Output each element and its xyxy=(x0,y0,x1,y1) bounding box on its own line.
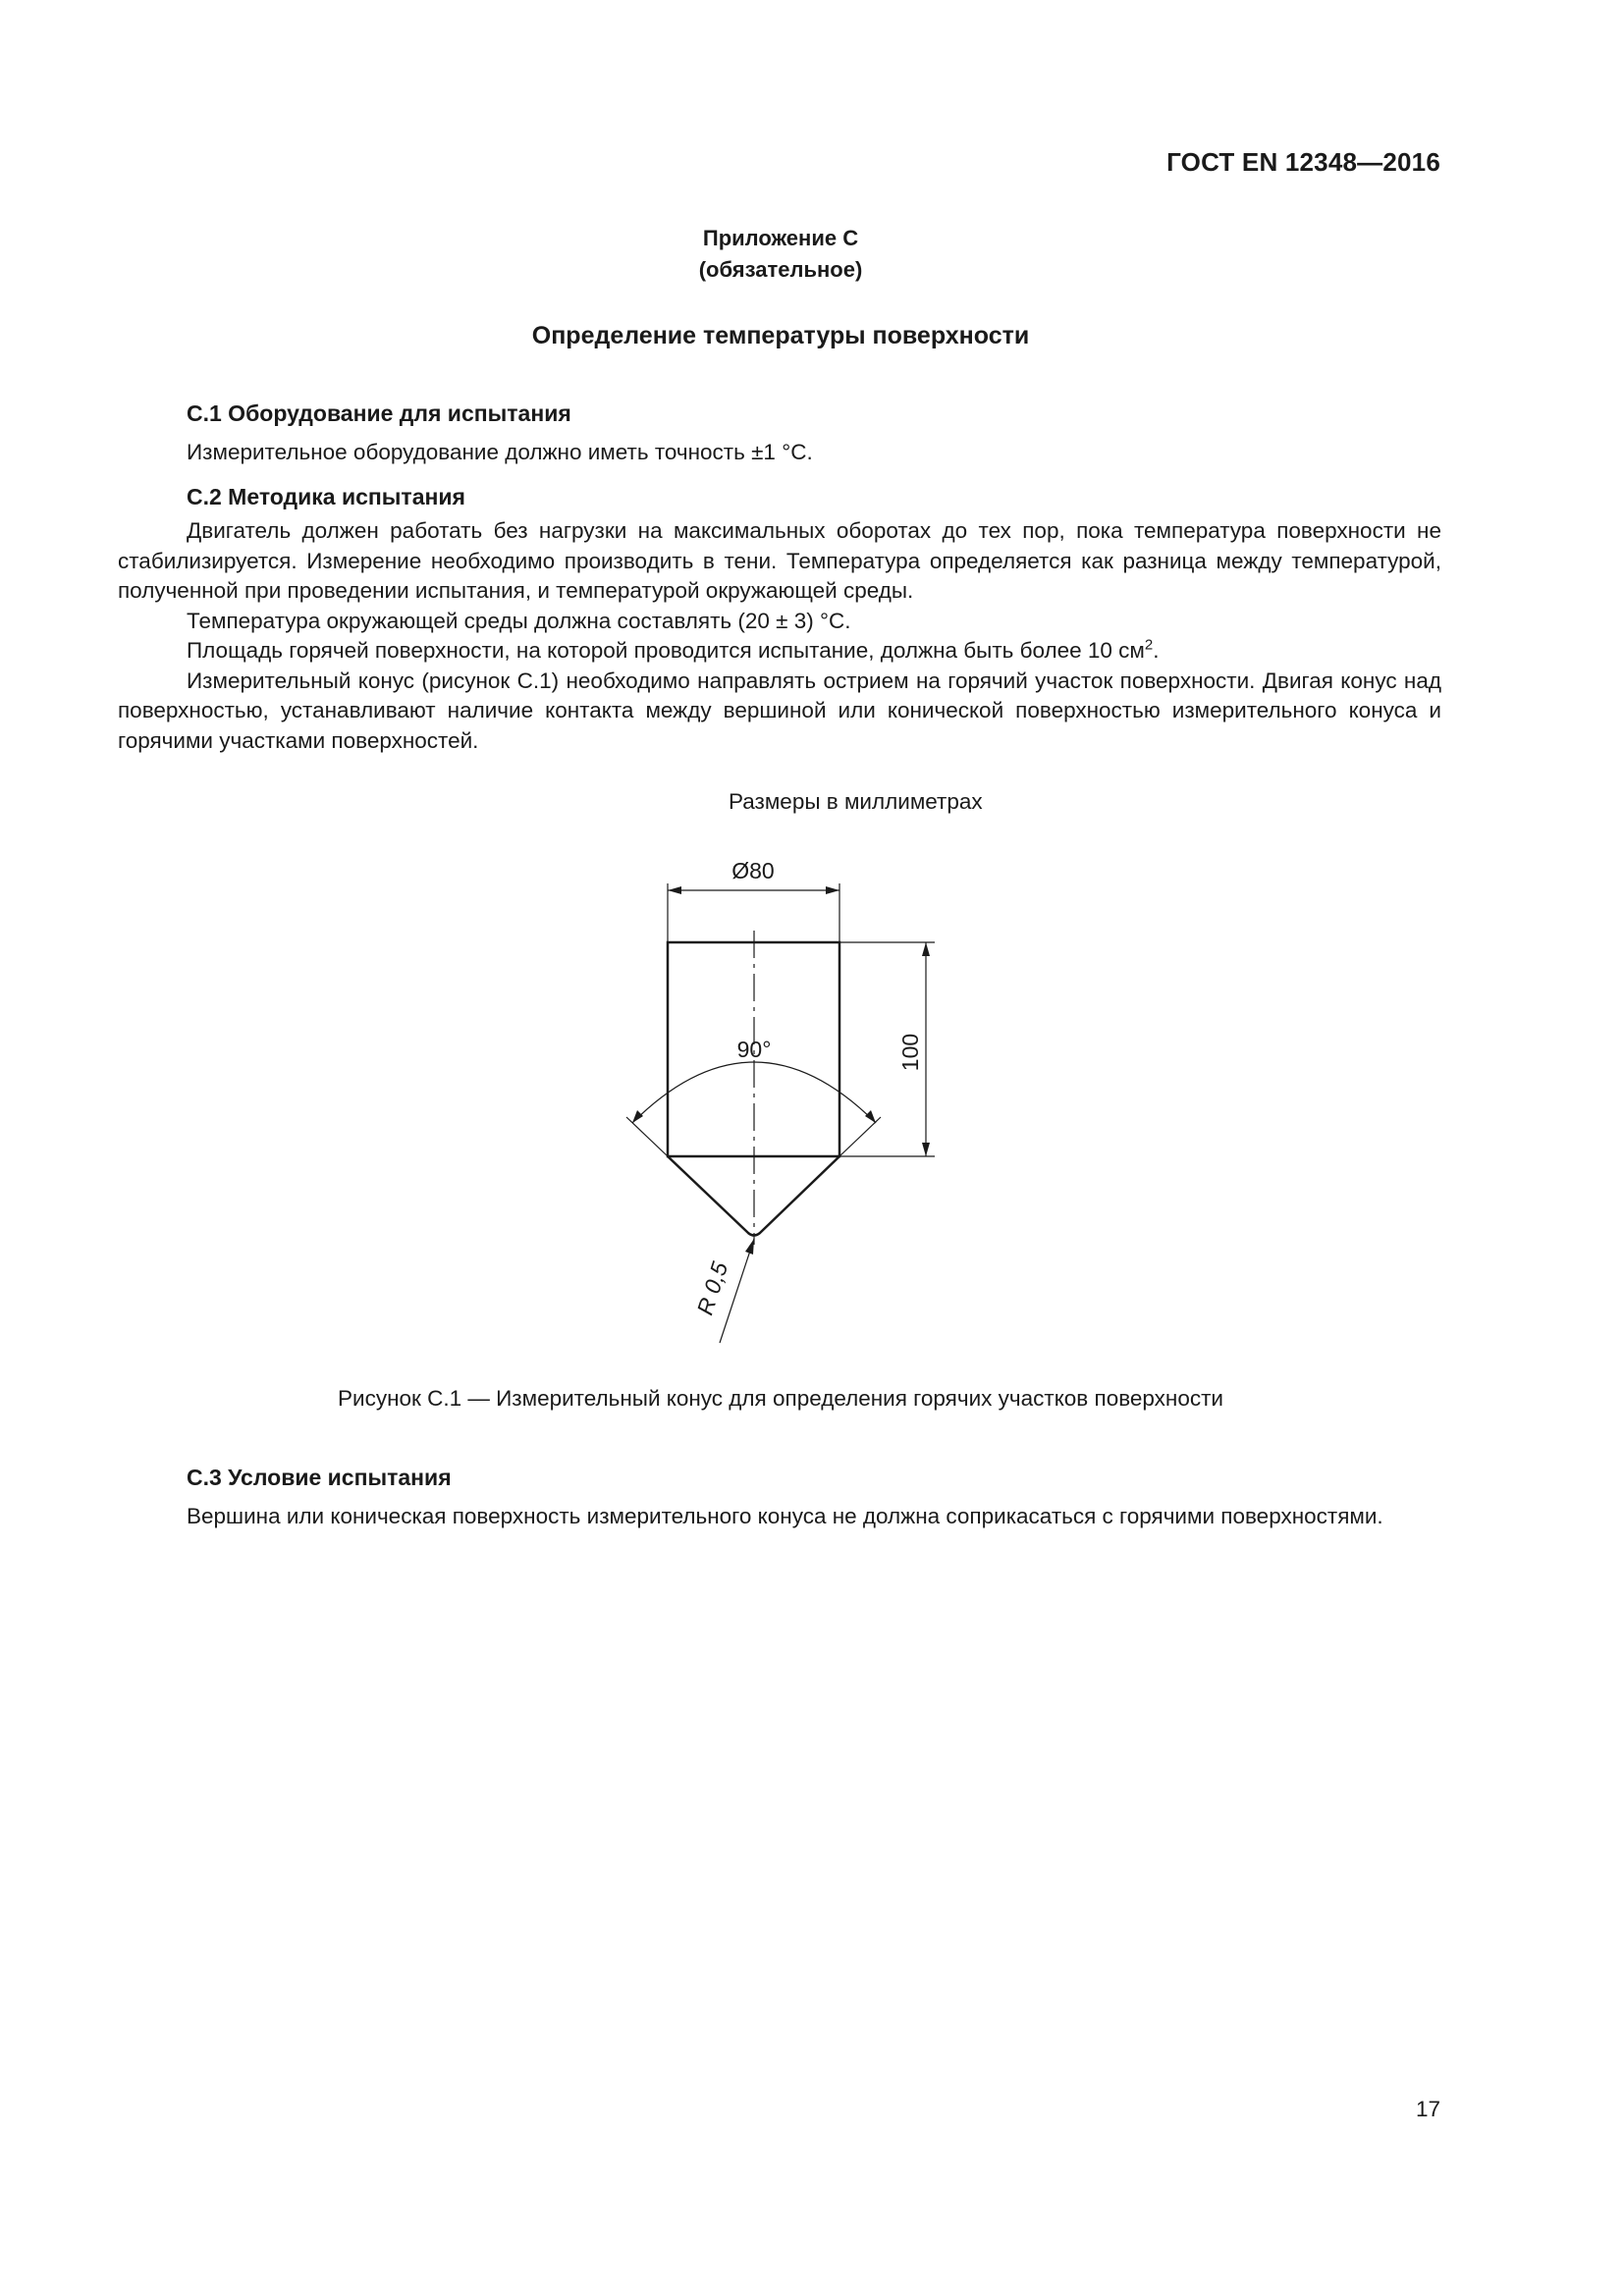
arrow-head xyxy=(922,1143,930,1156)
arrow-head xyxy=(865,1110,876,1123)
annex-status: (обязательное) xyxy=(698,257,863,282)
paragraph xyxy=(118,636,1441,667)
arrow-head xyxy=(632,1110,643,1123)
section-c2-heading: С.2 Методика испытания xyxy=(187,484,465,509)
arrow-head xyxy=(668,886,681,894)
paragraph-text: Площадь горячей поверхности, на которой проводится испытание, должна быть более 10 см xyxy=(187,638,1145,663)
paragraph: Измерительное оборудование должно иметь точность ±1 °С. xyxy=(187,440,813,464)
height-label: 100 xyxy=(897,1033,923,1072)
arrow-head xyxy=(826,886,839,894)
section-c1-body xyxy=(118,438,1441,468)
diameter-label: Ø80 xyxy=(731,858,775,883)
section-c3-heading: С.3 Условие испытания xyxy=(187,1465,452,1490)
section-c2-body xyxy=(118,516,1441,756)
arrow-head xyxy=(922,942,930,956)
dimensions-note: Размеры в миллиметрах xyxy=(729,789,983,814)
superscript: 2 xyxy=(1144,636,1154,654)
paragraph-end: . xyxy=(1153,638,1160,663)
paragraph: Измерительный конус (рисунок С.1) необходимо направлять острием на горячий участок поверхности. Двигая конус над поверхностью, устанавливают наличие контакта между вершиной или конической поверхностью измерительного конуса и горячими участками поверхностей. xyxy=(118,667,1441,753)
cone-drawing xyxy=(589,844,1001,1355)
paragraph: Двигатель должен работать без нагрузки на максимальных оборотах до тех пор, пока температура поверхности не стабилизируется. Измерение необходимо производить в тени. Температура определяется как разница между температурой, полученной при проведении испытания, и температурой окружающей среды. xyxy=(118,518,1441,603)
radius-label: R 0,5 xyxy=(691,1258,733,1318)
document-code: ГОСТ EN 12348—2016 xyxy=(1166,147,1440,177)
paragraph: Вершина или коническая поверхность измерительного конуса не должна соприкасаться с горячими поверхностями. xyxy=(187,1504,1383,1528)
angle-label: 90° xyxy=(736,1037,772,1062)
figure-caption: Рисунок С.1 — Измерительный конус для определения горячих участков поверхности xyxy=(338,1386,1223,1411)
page-number: 17 xyxy=(1415,2097,1440,2121)
annex-title: Приложение С xyxy=(702,226,859,250)
annex-heading: Определение температуры поверхности xyxy=(531,322,1030,349)
section-c3-body xyxy=(118,1502,1441,1532)
section-c1-heading: С.1 Оборудование для испытания xyxy=(187,400,571,426)
arrow-head xyxy=(745,1239,754,1255)
angle-extension-line xyxy=(839,1117,881,1156)
paragraph: Температура окружающей среды должна составлять (20 ± 3) °С. xyxy=(187,608,851,633)
